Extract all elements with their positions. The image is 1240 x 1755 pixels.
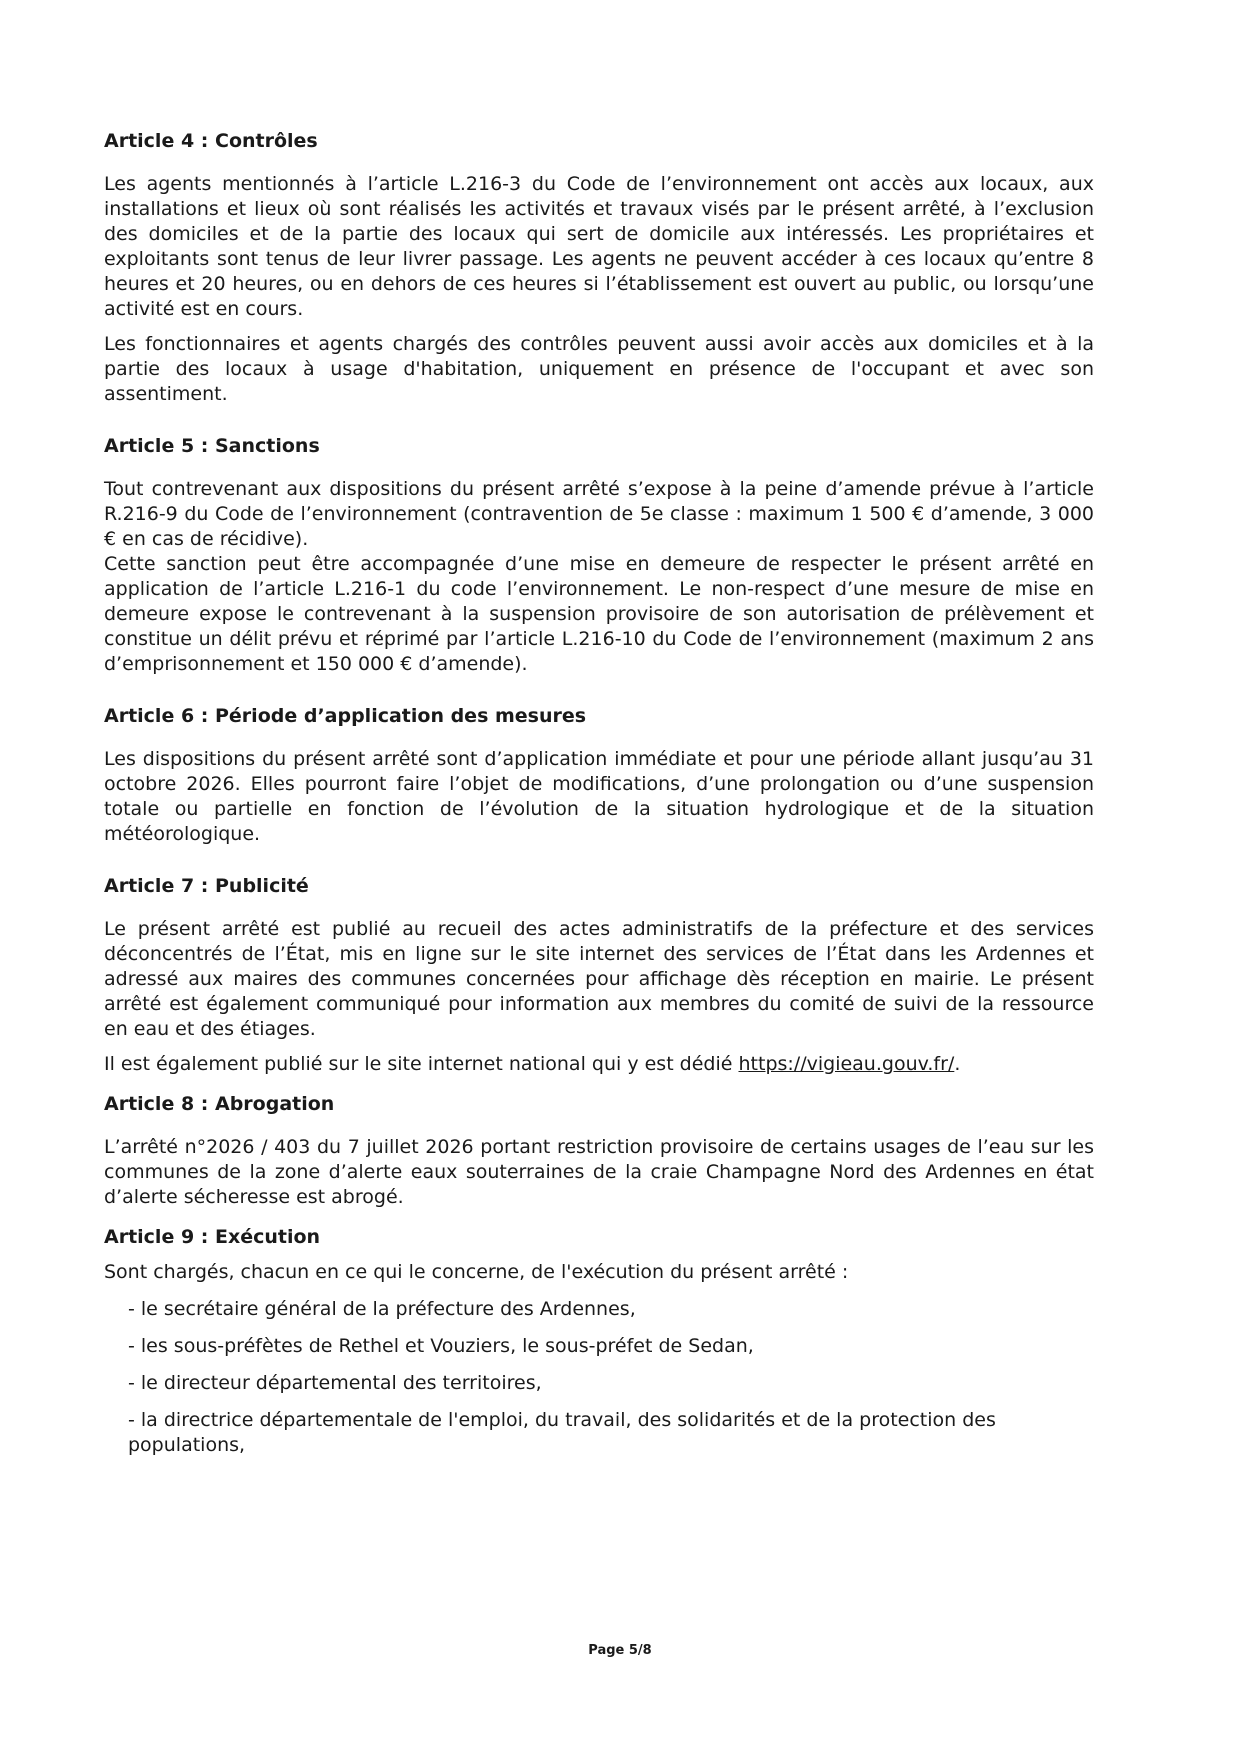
list-item: - le secrétaire général de la préfecture des Ardennes, — [128, 1298, 636, 1320]
article-5-paragraph-1: Tout contrevenant aux dispositions du présent arrêté s’expose à la peine d’amende prévue à l’article R.216-9 du Code de l’environnement (contravention de 5e classe : maximum 1 500 € d’amende, 3 000 € en cas de récidive). — [104, 478, 1094, 550]
article-5-title: Article 5 : Sanctions — [104, 435, 320, 457]
page-number: Page 5/8 — [588, 1643, 652, 1658]
article-4-title: Article 4 : Contrôles — [104, 130, 318, 152]
article-7-title: Article 7 : Publicité — [104, 875, 309, 897]
execution-list — [104, 1297, 1094, 1458]
article-5 — [104, 433, 1094, 677]
article-7 — [104, 873, 1094, 1077]
article-4-paragraph-1: Les agents mentionnés à l’article L.216-3 du Code de l’environnement ont accès aux locaux, aux installations et lieux où sont réalisés les activités et travaux visés par le présent arrêté, à l’exclusion des domiciles et de la partie des locaux qui sert de domicile aux intéressés. Les propriétaires et exploitants sont tenus de leur livrer passage. Les agents ne peuvent accéder à ces locaux qu’entre 8 heures et 20 heures, ou en dehors de ces heures si l’établissement est ouvert au public, ou lorsqu’une activité est en cours. — [104, 173, 1094, 320]
article-8 — [104, 1091, 1094, 1210]
article-4 — [104, 128, 1094, 407]
vigieau-link[interactable]: https://vigieau.gouv.fr/ — [738, 1053, 955, 1075]
article-8-paragraph-1: L’arrêté n°2026 / 403 du 7 juillet 2026 portant restriction provisoire de certains usages de l’eau sur les communes de la zone d’alerte eaux souterraines de la craie Champagne Nord des Ardennes en état d’alerte sécheresse est abrogé. — [104, 1136, 1094, 1208]
list-item: - les sous-préfètes de Rethel et Vouziers, le sous-préfet de Sedan, — [128, 1335, 754, 1357]
article-8-title: Article 8 : Abrogation — [104, 1093, 335, 1115]
article-9 — [104, 1224, 1094, 1458]
article-6 — [104, 703, 1094, 847]
article-7-paragraph-1: Le présent arrêté est publié au recueil des actes administratifs de la préfecture et des services déconcentrés de l’État, mis en ligne sur le site internet des services de l’État dans les Ardennes et adressé aux maires des communes concernées pour affichage dès réception en mairie. Le présent arrêté est également communiqué pour information aux membres du comité de suivi de la ressource en eau et des étiages. — [104, 918, 1094, 1040]
article-6-title: Article 6 : Période d’application des mesures — [104, 705, 587, 727]
article-7-link-suffix: . — [954, 1053, 961, 1075]
list-item: - la directrice départementale de l'emploi, du travail, des solidarités et de la protection des populations, — [128, 1409, 996, 1456]
article-7-link-sentence: Il est également publié sur le site internet national qui y est dédié — [104, 1053, 739, 1075]
article-5-paragraph-2: Cette sanction peut être accompagnée d’une mise en demeure de respecter le présent arrêté en application de l’article L.216-1 du code l’environnement. Le non-respect d’une mesure de mise en demeure expose le contrevenant à la suspension provisoire de son autorisation de prélèvement et constitue un délit prévu et réprimé par l’article L.216-10 du Code de l’environnement (maximum 2 ans d’emprisonnement et 150 000 € d’amende). — [104, 553, 1094, 675]
article-6-paragraph-1: Les dispositions du présent arrêté sont d’application immédiate et pour une période allant jusqu’au 31 octobre 2026. Elles pourront faire l’objet de modifications, d’une prolongation ou d’une suspension totale ou partielle en fonction de l’évolution de la situation hydrologique et de la situation météorologique. — [104, 748, 1094, 845]
article-9-intro: Sont chargés, chacun en ce qui le concerne, de l'exécution du présent arrêté : — [104, 1261, 849, 1283]
article-7-link-paragraph — [104, 1052, 1094, 1077]
article-4-paragraph-2: Les fonctionnaires et agents chargés des contrôles peuvent aussi avoir accès aux domiciles et à la partie des locaux à usage d'habitation, uniquement en présence de l'occupant et avec son assentiment. — [104, 333, 1094, 405]
document-body — [104, 128, 1094, 1484]
article-9-title: Article 9 : Exécution — [104, 1226, 321, 1248]
list-item: - le directeur départemental des territoires, — [128, 1372, 542, 1394]
